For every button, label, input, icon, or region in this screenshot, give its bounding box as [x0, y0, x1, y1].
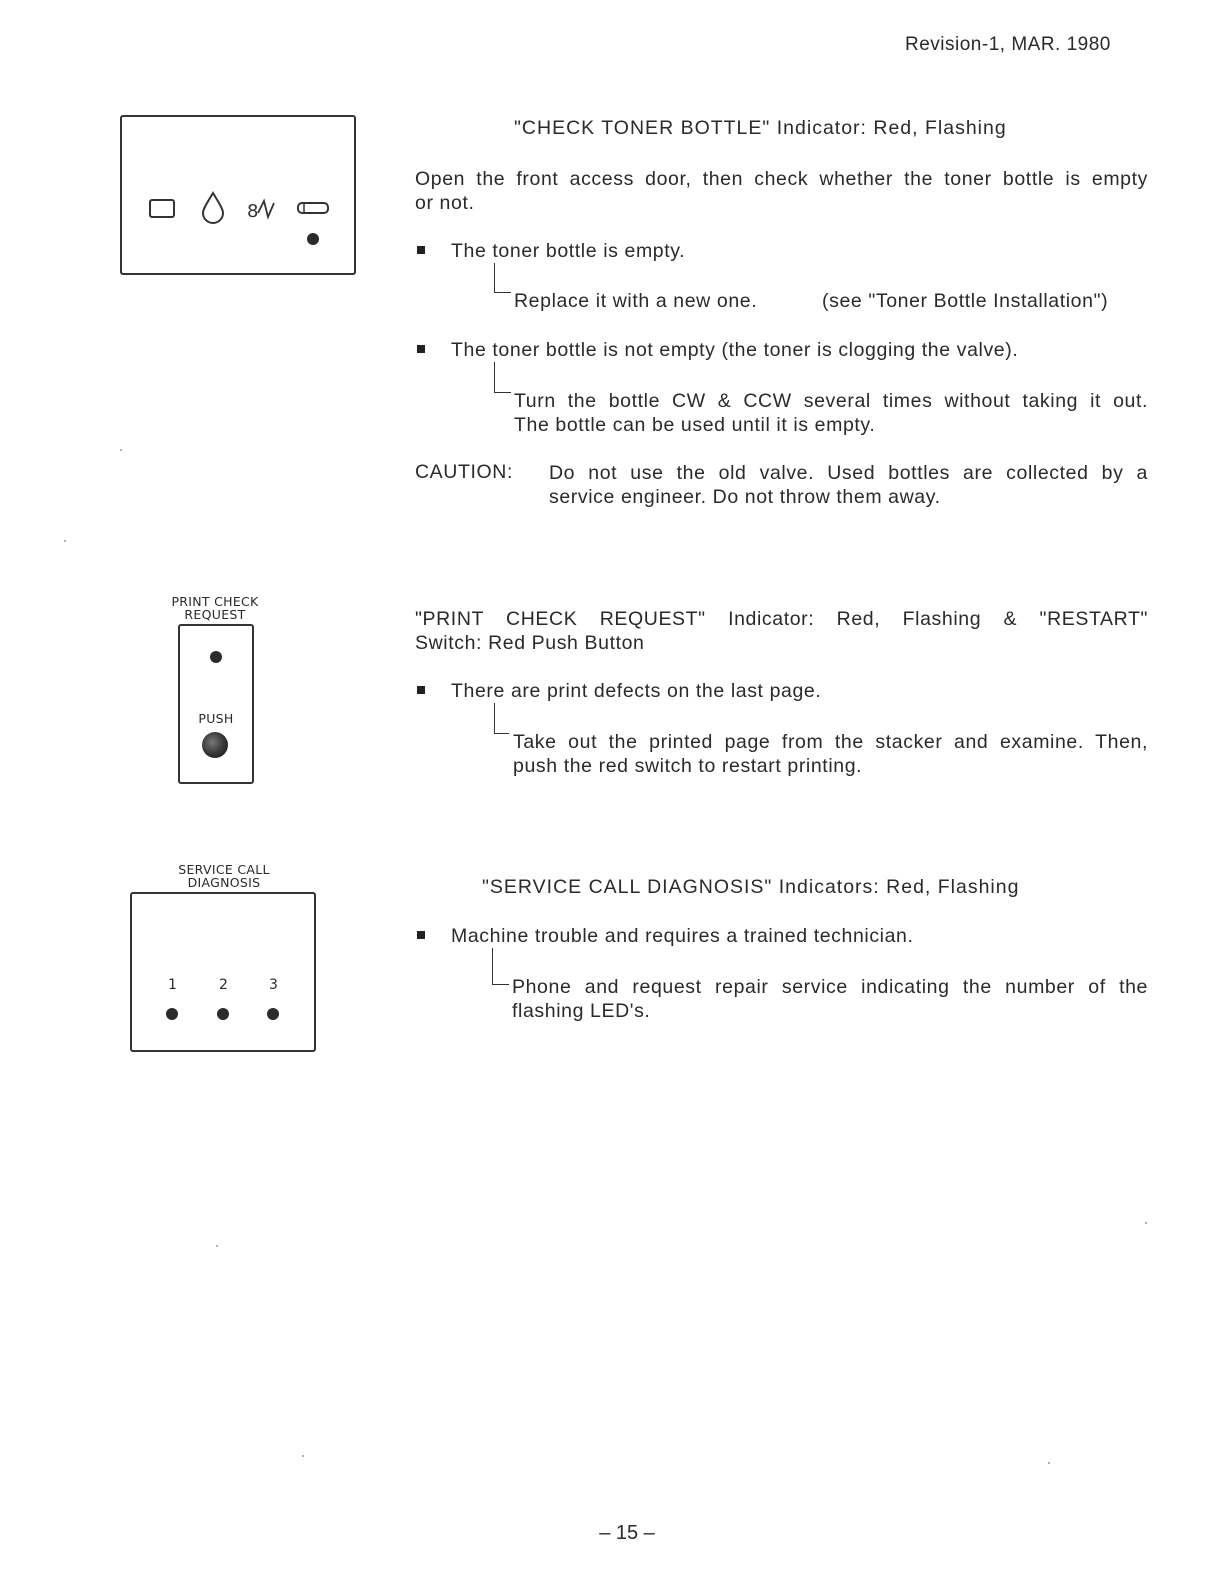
toner-case2-action-line1: Turn the bottle CW & CCW several times without taking it out. — [514, 390, 1148, 412]
toner-title: "CHECK TONER BOTTLE" Indicator: Red, Flashing — [514, 117, 1007, 139]
service-call-panel — [130, 892, 316, 1052]
service-led-1 — [166, 1008, 178, 1020]
revision-header: Revision-1, MAR. 1980 — [905, 34, 1111, 55]
svg-text:8: 8 — [247, 201, 259, 222]
toner-intro-line1: Open the front access door, then check whether the toner bottle is empty — [415, 168, 1148, 190]
scan-speck — [1048, 1462, 1050, 1464]
print-check-panel-label — [150, 595, 280, 621]
panel-label-line: SERVICE CALL — [178, 862, 270, 877]
scan-speck — [216, 1245, 218, 1247]
service-call-action-line2: flashing LED's. — [512, 1000, 651, 1022]
toner-led — [307, 233, 319, 245]
led-number-2: 2 — [219, 977, 228, 993]
scan-speck — [64, 540, 66, 542]
bullet-icon — [417, 686, 425, 694]
service-led-2 — [217, 1008, 229, 1020]
scan-speck — [120, 449, 122, 451]
scan-speck — [1145, 1222, 1147, 1224]
caution-line2: service engineer. Do not throw them away. — [549, 486, 941, 508]
print-check-led — [210, 651, 222, 663]
print-check-action-line2: push the red switch to restart printing. — [513, 755, 863, 777]
print-check-title-line2: Switch: Red Push Button — [415, 632, 645, 654]
toner-indicator-panel — [120, 115, 356, 275]
toner-case1-action: Replace it with a new one. — [514, 290, 758, 312]
bullet-icon — [417, 345, 425, 353]
caution-label: CAUTION: — [415, 461, 513, 483]
branch-connector — [494, 703, 509, 734]
service-call-panel-label — [154, 863, 294, 889]
restart-push-button[interactable] — [202, 732, 228, 758]
print-check-panel — [178, 624, 254, 784]
drop-icon — [203, 193, 223, 223]
caution-line1: Do not use the old valve. Used bottles are collected by a — [549, 462, 1148, 484]
push-label: PUSH — [198, 711, 234, 726]
service-call-case1: Machine trouble and requires a trained technician. — [451, 925, 914, 947]
print-check-action-line1: Take out the printed page from the stacker and examine. Then, — [513, 731, 1148, 753]
service-call-title: "SERVICE CALL DIAGNOSIS" Indicators: Red, Flashing — [482, 876, 1020, 898]
branch-connector — [492, 948, 509, 985]
led-number-1: 1 — [168, 977, 177, 993]
branch-connector — [494, 263, 511, 293]
branch-connector — [494, 362, 511, 393]
toner-case1-ref: (see "Toner Bottle Installation") — [822, 290, 1109, 312]
bullet-icon — [417, 246, 425, 254]
toner-panel-icons — [122, 117, 354, 273]
toner-case1: The toner bottle is empty. — [451, 240, 686, 262]
toner-case2: The toner bottle is not empty (the toner is clogging the valve). — [451, 339, 1019, 361]
service-led-3 — [267, 1008, 279, 1020]
panel-label-line: REQUEST — [184, 607, 246, 622]
panel-label-line: DIAGNOSIS — [187, 875, 261, 890]
page-number: – 15 – — [599, 1522, 655, 1544]
bottle-icon — [298, 203, 328, 213]
scan-speck — [302, 1455, 304, 1457]
bullet-icon — [417, 931, 425, 939]
wave-icon — [247, 201, 274, 222]
toner-intro-line2: or not. — [415, 192, 475, 214]
led-number-3: 3 — [269, 977, 278, 993]
rectangle-icon — [150, 200, 174, 217]
print-check-title-line1: "PRINT CHECK REQUEST" Indicator: Red, Flashing & "RESTART" — [415, 608, 1148, 630]
panel-label-line: PRINT CHECK — [171, 594, 259, 609]
toner-case2-action-line2: The bottle can be used until it is empty. — [514, 414, 876, 436]
service-call-action-line1: Phone and request repair service indicating the number of the — [512, 976, 1148, 998]
print-check-case1: There are print defects on the last page. — [451, 680, 822, 702]
